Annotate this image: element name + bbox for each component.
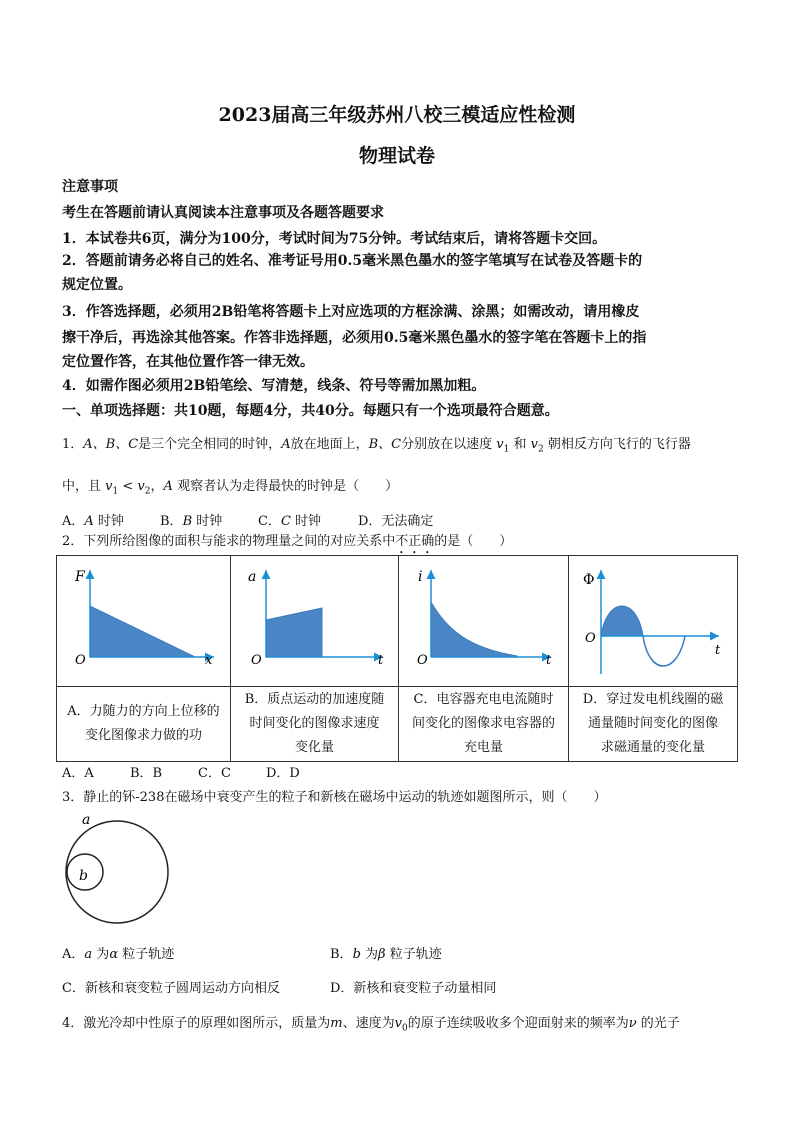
origin-label: O <box>417 653 428 668</box>
q4-stem: 4．激光冷却中性原子的原理如图所示，质量为m、速度为$v_0$的原子连续吸收多个迎面射来的频率为ν 的光子 <box>62 1016 680 1034</box>
x-axis-label: t <box>546 653 552 668</box>
notice-item: 1．本试卷共6页，满分为100分，考试时间为75分钟。考试结束后，请将答题卡交回。 <box>62 231 607 247</box>
graph-flux-time <box>569 556 737 682</box>
q3-option-c[interactable]: C．新核和衰变粒子圆周运动方向相反 <box>62 981 280 996</box>
graph-a-cell <box>57 556 231 687</box>
x-axis-label: t <box>715 643 721 658</box>
q2-option-d[interactable]: D．D <box>266 766 300 781</box>
origin-label: O <box>585 631 596 646</box>
track-b-label: b <box>79 868 88 884</box>
area-fill <box>266 608 322 657</box>
graph-b-cell <box>231 556 399 687</box>
notice-item: 2．答题前请务必将自己的姓名、准考证号用0.5毫米黑色墨水的签字笔填写在试卷及答题卡的 <box>62 253 643 269</box>
q1-line2: 中，且 $v_1 < v_2$，A 观察者认为走得最快的时钟是（ ） <box>62 479 399 497</box>
section-heading: 一、单项选择题：共10题，每题4分，共40分。每题只有一个选项最符合题意。 <box>62 403 559 419</box>
q2-stem: 2．下列所给图像的面积与能求的物理量之间的对应关系中不正确的是（ ） <box>62 534 513 549</box>
y-axis-label: a <box>248 569 257 585</box>
notice-intro: 考生在答题前请认真阅读本注意事项及各题答题要求 <box>62 205 384 221</box>
area-fill <box>431 602 517 657</box>
q2-option-a[interactable]: A．A <box>62 766 94 781</box>
q1-option-a[interactable]: A．A 时钟 <box>62 514 124 529</box>
track-a-label: a <box>82 812 91 828</box>
graph-acceleration-time <box>231 556 398 682</box>
notice-item: 定位置作答，在其他位置作答一律无效。 <box>62 354 314 370</box>
notice-item: 4．如需作图必须用2B铅笔绘、写清楚，线条、符号等需加黑加粗。 <box>62 378 486 394</box>
origin-label: O <box>75 653 86 668</box>
caption-a: A．力随力的方向上位移的 变化图像求力做的功 <box>57 687 231 762</box>
page-subtitle: 物理试卷 <box>358 145 435 167</box>
notice-item: 规定位置。 <box>62 277 132 293</box>
q2-option-b[interactable]: B．B <box>130 766 163 781</box>
q3-option-d[interactable]: D．新核和衰变粒子动量相同 <box>330 981 497 996</box>
notice-item: 擦干净后，再选涂其他答案。作答非选择题，必须用0.5毫米黑色墨水的签字笔在答题卡上的指 <box>62 330 647 346</box>
caption-d: D．穿过发电机线圈的磁 通量随时间变化的图像 求磁通量的变化量 <box>569 687 738 762</box>
x-axis-label: t <box>378 653 384 668</box>
q1-option-d[interactable]: D．无法确定 <box>358 514 434 529</box>
graph-force-displacement <box>57 556 230 682</box>
q2-option-c[interactable]: C．C <box>198 766 231 781</box>
notice-item: 3．作答选择题，必须用2B铅笔将答题卡上对应选项的方框涂满、涂黑；如需改动，请用橡皮 <box>62 304 640 320</box>
q1-option-c[interactable]: C．C 时钟 <box>258 514 322 529</box>
q1-line1: 1．A、B、C是三个完全相同的时钟，A放在地面上，B、C分别放在以速度 $v_1$ 和 $v_2$ 朝相反方向飞行的飞行器 <box>62 437 691 455</box>
y-axis-label: Φ <box>583 572 595 588</box>
q3-option-b[interactable]: B．b 为β 粒子轨迹 <box>330 947 442 962</box>
flux-curve <box>643 636 685 666</box>
notice-heading: 注意事项 <box>62 179 118 195</box>
origin-label: O <box>251 653 262 668</box>
q3-option-a[interactable]: A．a 为α 粒子轨迹 <box>62 947 175 962</box>
graph-c-cell <box>399 556 569 687</box>
page-title: 2023届高三年级苏州八校三模适应性检测 <box>218 104 576 126</box>
graph-d-cell <box>569 556 738 687</box>
graph-current-time <box>399 556 568 682</box>
y-axis-label: i <box>418 569 423 585</box>
x-axis-label: x <box>205 653 213 668</box>
area-fill <box>601 606 643 636</box>
area-fill <box>90 606 195 657</box>
q3-stem: 3．静止的钚-238在磁场中衰变产生的粒子和新核在磁场中运动的轨迹如题图所示，则（ ） <box>62 790 607 805</box>
caption-c: C．电容器充电电流随时 间变化的图像求电容器的 充电量 <box>399 687 569 762</box>
y-axis-label: F <box>75 569 85 585</box>
q3-track-diagram <box>60 808 170 928</box>
caption-b: B．质点运动的加速度随 时间变化的图像求速度 变化量 <box>231 687 399 762</box>
q2-graph-table <box>56 555 738 762</box>
q1-option-b[interactable]: B．B 时钟 <box>160 514 223 529</box>
